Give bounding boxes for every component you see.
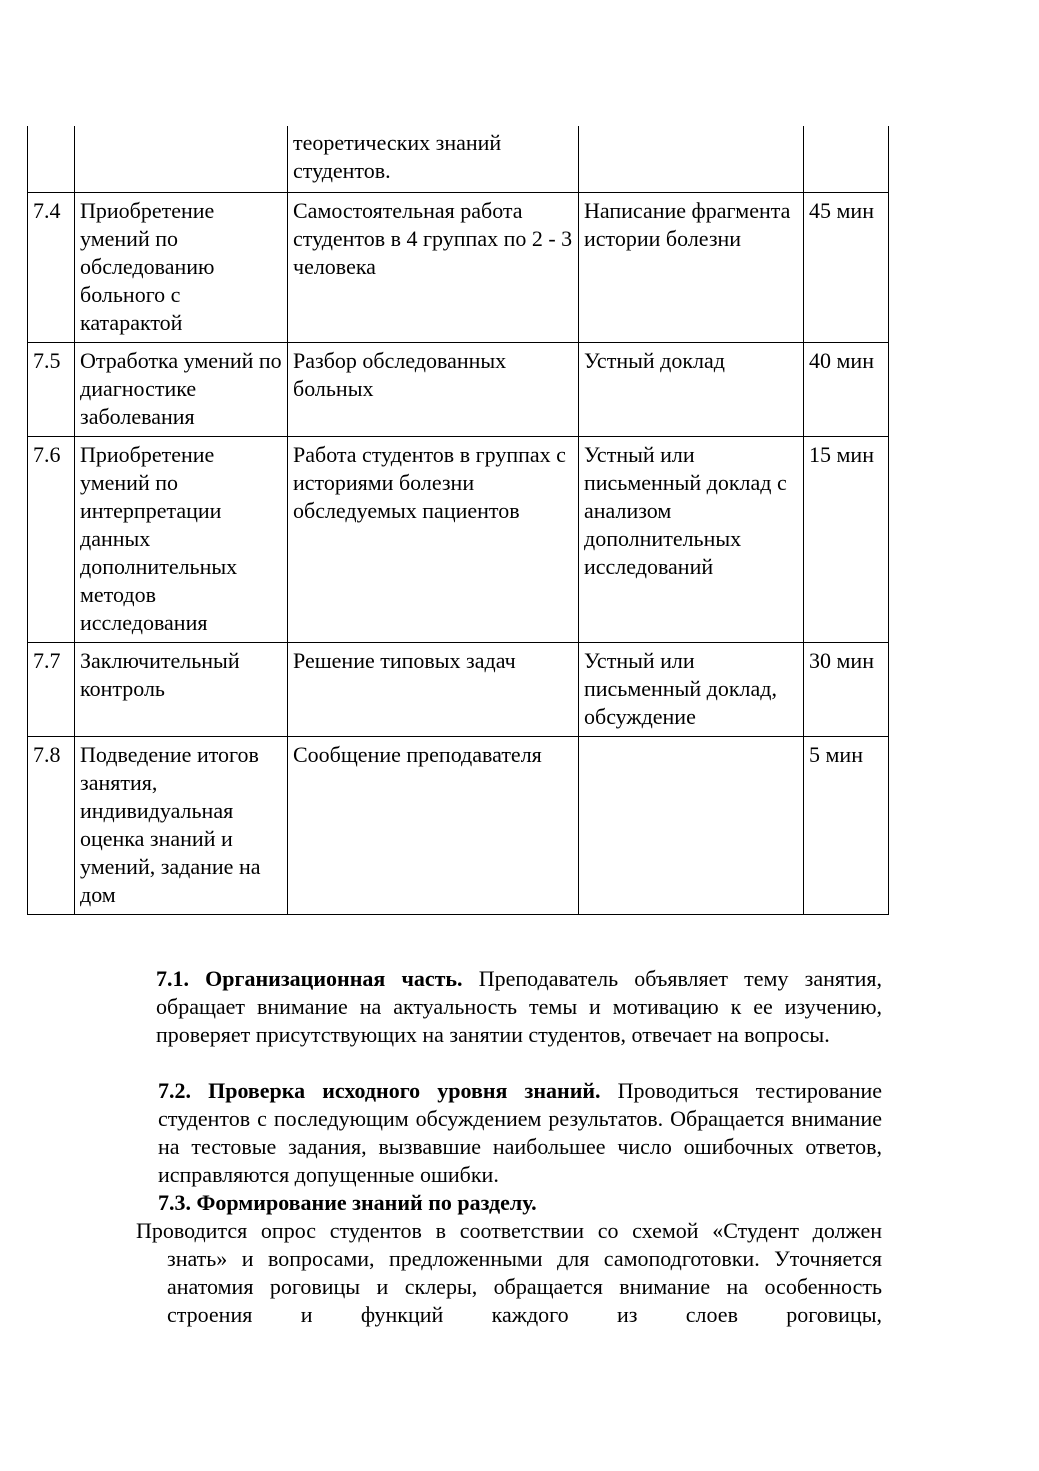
cell-time <box>804 126 889 192</box>
section-7-1-heading: 7.1. Организационная часть. <box>156 966 463 991</box>
cell-num: 7.7 <box>28 642 75 736</box>
cell-num: 7.8 <box>28 736 75 914</box>
cell-method: Разбор обследованных больных <box>288 342 579 436</box>
cell-control: Устный или письменный доклад с анализом дополнительных исследований <box>579 436 804 642</box>
cell-num: 7.4 <box>28 192 75 342</box>
section-7-1 <box>156 965 882 1049</box>
table-row <box>28 642 889 736</box>
table-row-continuation <box>28 126 889 192</box>
lesson-plan-table <box>27 126 889 915</box>
section-7-3-heading: 7.3. Формирование знаний по разделу. <box>158 1190 537 1215</box>
section-7-2-heading: 7.2. Проверка исходного уровня знаний. <box>158 1078 601 1103</box>
section-7-3-text <box>136 1217 882 1329</box>
table-row <box>28 342 889 436</box>
cell-stage: Приобретение умений по интерпретации данных дополнительных методов исследования <box>75 436 288 642</box>
cell-method: Решение типовых задач <box>288 642 579 736</box>
cell-num: 7.6 <box>28 436 75 642</box>
section-7-3-heading-line <box>158 1189 882 1217</box>
cell-control: Устный доклад <box>579 342 804 436</box>
section-7-2 <box>158 1077 882 1189</box>
cell-time: 40 мин <box>804 342 889 436</box>
cell-control <box>579 126 804 192</box>
cell-stage: Заключительный контроль <box>75 642 288 736</box>
cell-method: Самостоятельная работа студентов в 4 группах по 2 - 3 человека <box>288 192 579 342</box>
cell-control: Устный или письменный доклад, обсуждение <box>579 642 804 736</box>
cell-stage: Приобретение умений по обследованию больного с катарактой <box>75 192 288 342</box>
section-7-2-text: Проводиться тестирование студентов с последующим обсуждением результатов. Обращается внимание на тестовые задания, вызвавшие наибольшее число ошибочных ответов, исправляются допущенные ошибки. <box>158 1078 882 1187</box>
cell-control: Написание фрагмента истории болезни <box>579 192 804 342</box>
cell-num <box>28 126 75 192</box>
cell-stage: Подведение итогов занятия, индивидуальная оценка знаний и умений, задание на дом <box>75 736 288 914</box>
table-row <box>28 192 889 342</box>
cell-method: Сообщение преподавателя <box>288 736 579 914</box>
section-7-3-body: Проводится опрос студентов в соответствии со схемой «Студент должен знать» и вопросами, предложенными для самоподготовки. Уточняется анатомия роговицы и склеры, обращается внимание на особенность строения и функций каждого из слоев роговицы, <box>136 1218 882 1327</box>
cell-stage: Отработка умений по диагностике заболевания <box>75 342 288 436</box>
cell-time: 15 мин <box>804 436 889 642</box>
table-row <box>28 736 889 914</box>
cell-time: 30 мин <box>804 642 889 736</box>
section-7-1-text: Преподаватель объявляет тему занятия, обращает внимание на актуальность темы и мотивацию к ее изучению, проверяет присутствующих на занятии студентов, отвечает на вопросы. <box>156 966 882 1047</box>
cell-method: Работа студентов в группах с историями болезни обследуемых пациентов <box>288 436 579 642</box>
cell-num: 7.5 <box>28 342 75 436</box>
cell-method: теоретических знаний студентов. <box>288 126 579 192</box>
table-row <box>28 436 889 642</box>
cell-control <box>579 736 804 914</box>
cell-time: 45 мин <box>804 192 889 342</box>
cell-stage <box>75 126 288 192</box>
cell-time: 5 мин <box>804 736 889 914</box>
